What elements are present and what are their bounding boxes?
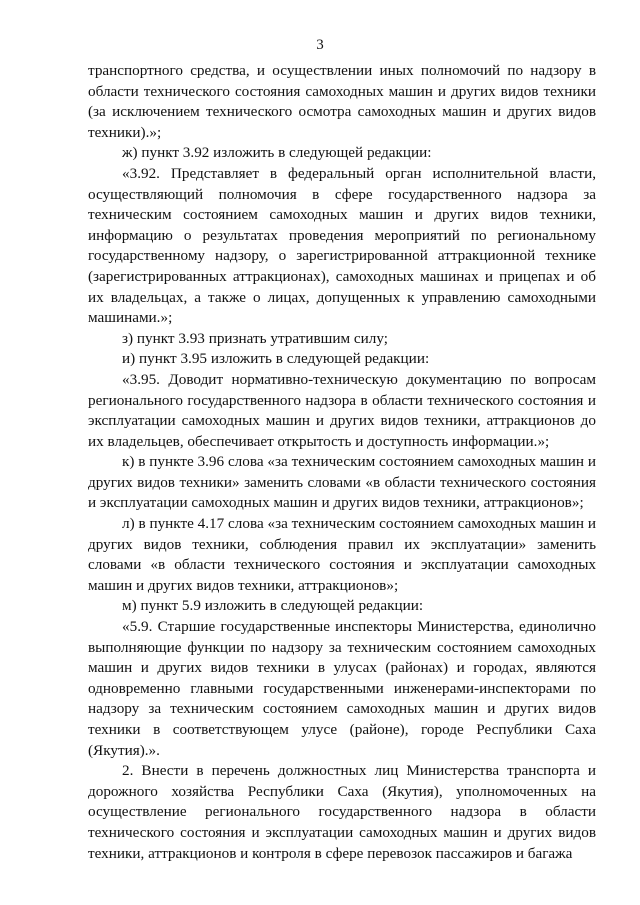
paragraph-continuation: транспортного средства, и осуществлении иных полномочий по надзору в области технического состояния самоходных машин и других видов техники (за исключением технического осмотра самоходных машин и других видов техники).»; [88, 62, 596, 141]
paragraph-quote-3-92: «3.92. Представляет в федеральный орган исполнительной власти, осуществляющий полномочия в сфере государственного надзора за техническим состоянием самоходных машин и других видов техники, информацию о результатах проведения мероприятий по региональному государственному надзору, о зарегистрированной аттракционной технике (зарегистрированных аттракционах), самоходных машинах и прицепах и об их владельцах, а также о лицах, допущенных к управлению самоходными машинами.»; [88, 164, 596, 327]
paragraph-quote-5-9: «5.9. Старшие государственные инспекторы Министерства, единолично выполняющие функции по надзору за техническим состоянием самоходных машин и других видов техники в улусах (районах) и городах, являются одновременно главными государственными инженерами-инспекторами по надзору за техническим состоянием самоходных машин и других видов техники в соответствующем улусе (районе), городе Республики Саха (Якутия).». [88, 618, 596, 759]
paragraph-item-i: и) пункт 3.95 изложить в следующей редакции: [122, 350, 430, 368]
paragraph-item-l: л) в пункте 4.17 слова «за техническим состоянием самоходных машин и других видов техники, соблюдения правил их эксплуатации» заменить словами «в области технического состояния и эксплуатации самоходных машин и других видов техники, аттракционов»; [88, 515, 596, 594]
paragraph-section-2: 2. Внести в перечень должностных лиц Министерства транспорта и дорожного хозяйства Республики Саха (Якутия), уполномоченных на осуществление регионального государственного надзора в области технического состояния и эксплуатации самоходных машин и других видов техники, аттракционов и контроля в сфере перевозок пассажиров и багажа [88, 762, 596, 862]
paragraph-item-k: к) в пункте 3.96 слова «за техническим состоянием самоходных машин и других видов техники» заменить словами «в области технического состояния и эксплуатации самоходных машин и других видов техники, аттракционов»; [88, 453, 596, 512]
page-number: 3 [316, 37, 324, 53]
paragraph-item-z: з) пункт 3.93 признать утратившим силу; [122, 329, 388, 347]
paragraph-item-zh: ж) пункт 3.92 изложить в следующей редакции: [122, 144, 432, 162]
document-body [88, 61, 596, 864]
paragraph-quote-3-95: «3.95. Доводит нормативно-техническую документацию по вопросам регионального государственного надзора в области технического состояния и эксплуатации самоходных машин и других видов техники, аттракционов до их владельцев, обеспечивает открытость и доступность информации.»; [88, 370, 596, 450]
paragraph-item-m: м) пункт 5.9 изложить в следующей редакции: [122, 597, 424, 615]
